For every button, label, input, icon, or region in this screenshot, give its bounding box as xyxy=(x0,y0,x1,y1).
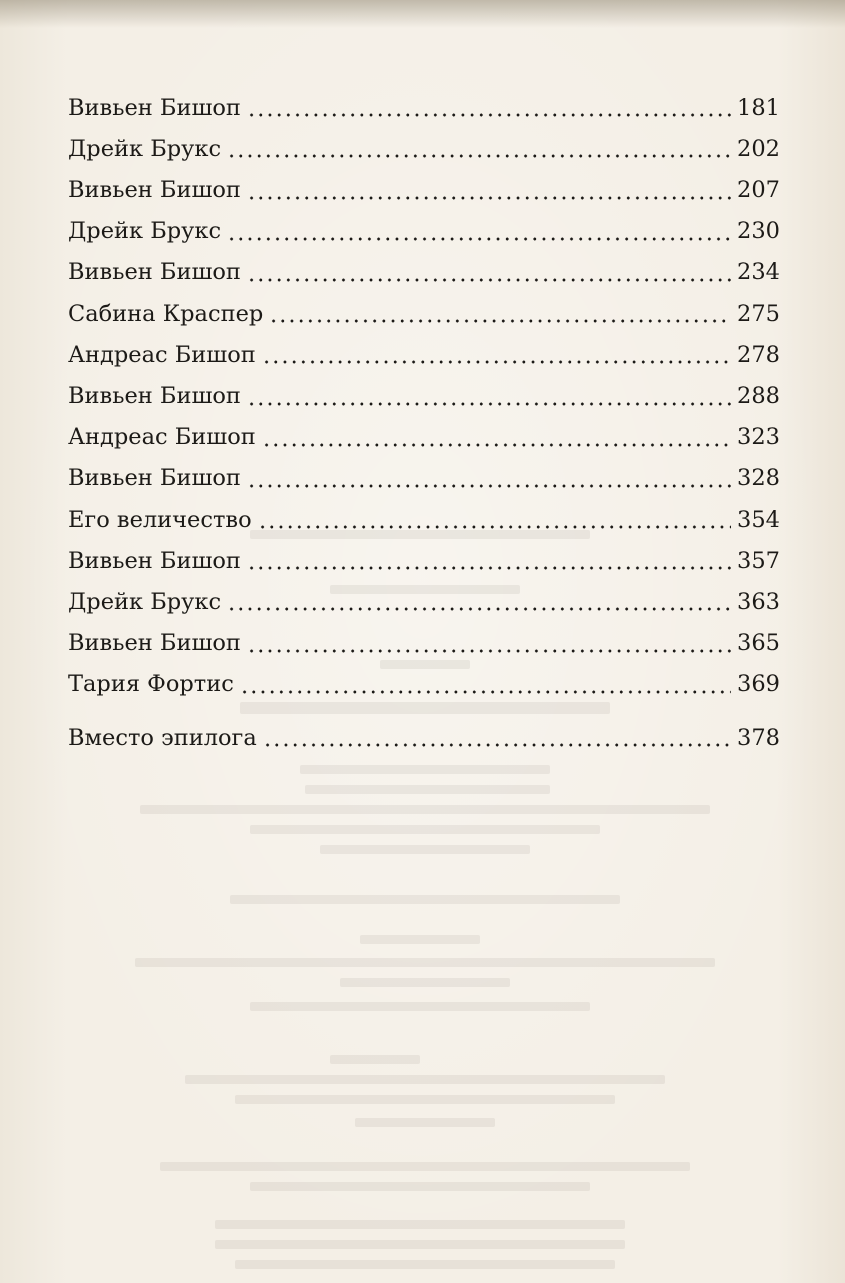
toc-entry-page: 365 xyxy=(737,630,780,657)
toc-entry-title: Сабина Краспер xyxy=(68,300,264,327)
toc-entry[interactable] xyxy=(68,325,780,366)
toc-leader-dots xyxy=(269,302,731,325)
toc-entry-title: Дрейк Брукс xyxy=(68,135,222,162)
toc-entry-page: 288 xyxy=(737,383,780,409)
toc-entry-title: Вивьен Бишоп xyxy=(68,94,241,121)
toc-entry-page: 207 xyxy=(737,177,780,204)
toc-entry-page: 230 xyxy=(737,218,780,245)
toc-entry-page: 357 xyxy=(737,547,780,574)
toc-entry[interactable] xyxy=(68,284,780,325)
toc-entry-title: Вивьен Бишоп xyxy=(68,259,241,286)
toc-leader-dots xyxy=(247,260,731,283)
toc-entry-page: 328 xyxy=(737,465,780,492)
toc-entry[interactable] xyxy=(68,243,780,284)
toc-entry-page: 202 xyxy=(737,135,780,162)
toc-entry-title: Вивьен Бишоп xyxy=(68,547,241,574)
toc-leader-dots xyxy=(247,96,731,119)
toc-leader-dots xyxy=(263,726,731,749)
toc-leader-dots xyxy=(227,137,731,160)
toc-leader-dots xyxy=(247,631,731,654)
toc-entry[interactable] xyxy=(68,202,780,243)
toc-leader-dots xyxy=(262,425,731,448)
toc-entry[interactable] xyxy=(68,160,780,204)
toc-entry[interactable] xyxy=(68,655,780,696)
toc-entry-title: Вивьен Бишоп xyxy=(68,177,241,204)
toc-entry-title: Вивьен Бишоп xyxy=(68,465,241,492)
toc-entry[interactable] xyxy=(68,490,780,531)
page-top-shadow xyxy=(0,0,845,28)
toc-leader-dots xyxy=(247,549,731,572)
toc-entry[interactable] xyxy=(68,449,780,490)
toc-entry-title: Вивьен Бишоп xyxy=(68,630,241,657)
toc-leader-dots xyxy=(227,219,731,242)
table-of-contents xyxy=(68,78,780,749)
toc-entry[interactable] xyxy=(68,408,780,449)
toc-entry-page: 181 xyxy=(737,94,780,121)
toc-entry-page: 234 xyxy=(737,259,780,286)
toc-entry-title: Андреас Бишоп xyxy=(68,341,256,368)
toc-entry-page: 369 xyxy=(737,671,780,698)
toc-entry[interactable] xyxy=(68,572,780,613)
toc-leader-dots xyxy=(240,672,731,695)
toc-entry[interactable] xyxy=(68,78,780,119)
toc-leader-dots xyxy=(258,508,731,531)
toc-entry[interactable] xyxy=(68,366,780,407)
toc-entry-page: 275 xyxy=(737,300,780,327)
toc-entry-title: Его величество xyxy=(68,506,252,533)
toc-entry-title: Тария Фортис xyxy=(68,671,234,698)
toc-leader-dots xyxy=(247,384,731,407)
toc-entry-page: 323 xyxy=(737,424,780,451)
toc-entry-title: Вивьен Бишоп xyxy=(68,383,241,409)
toc-leader-dots xyxy=(227,590,731,613)
toc-leader-dots xyxy=(247,178,731,201)
toc-entry[interactable] xyxy=(68,531,780,572)
toc-leader-dots xyxy=(247,466,731,489)
toc-entry-page: 363 xyxy=(737,588,780,615)
toc-entry-title: Андреас Бишоп xyxy=(68,424,256,451)
toc-entry-title: Вместо эпилога xyxy=(68,724,257,751)
toc-entry[interactable] xyxy=(68,613,780,657)
toc-entry-title: Дрейк Брукс xyxy=(68,218,222,245)
toc-entry-title: Дрейк Брукс xyxy=(68,588,222,615)
toc-leader-dots xyxy=(262,343,731,366)
toc-entry-page: 278 xyxy=(737,341,780,368)
toc-entry-epilogue[interactable] xyxy=(68,708,780,749)
toc-entry-page: 354 xyxy=(737,506,780,533)
toc-entry-page: 378 xyxy=(737,724,780,751)
toc-entry[interactable] xyxy=(68,119,780,160)
